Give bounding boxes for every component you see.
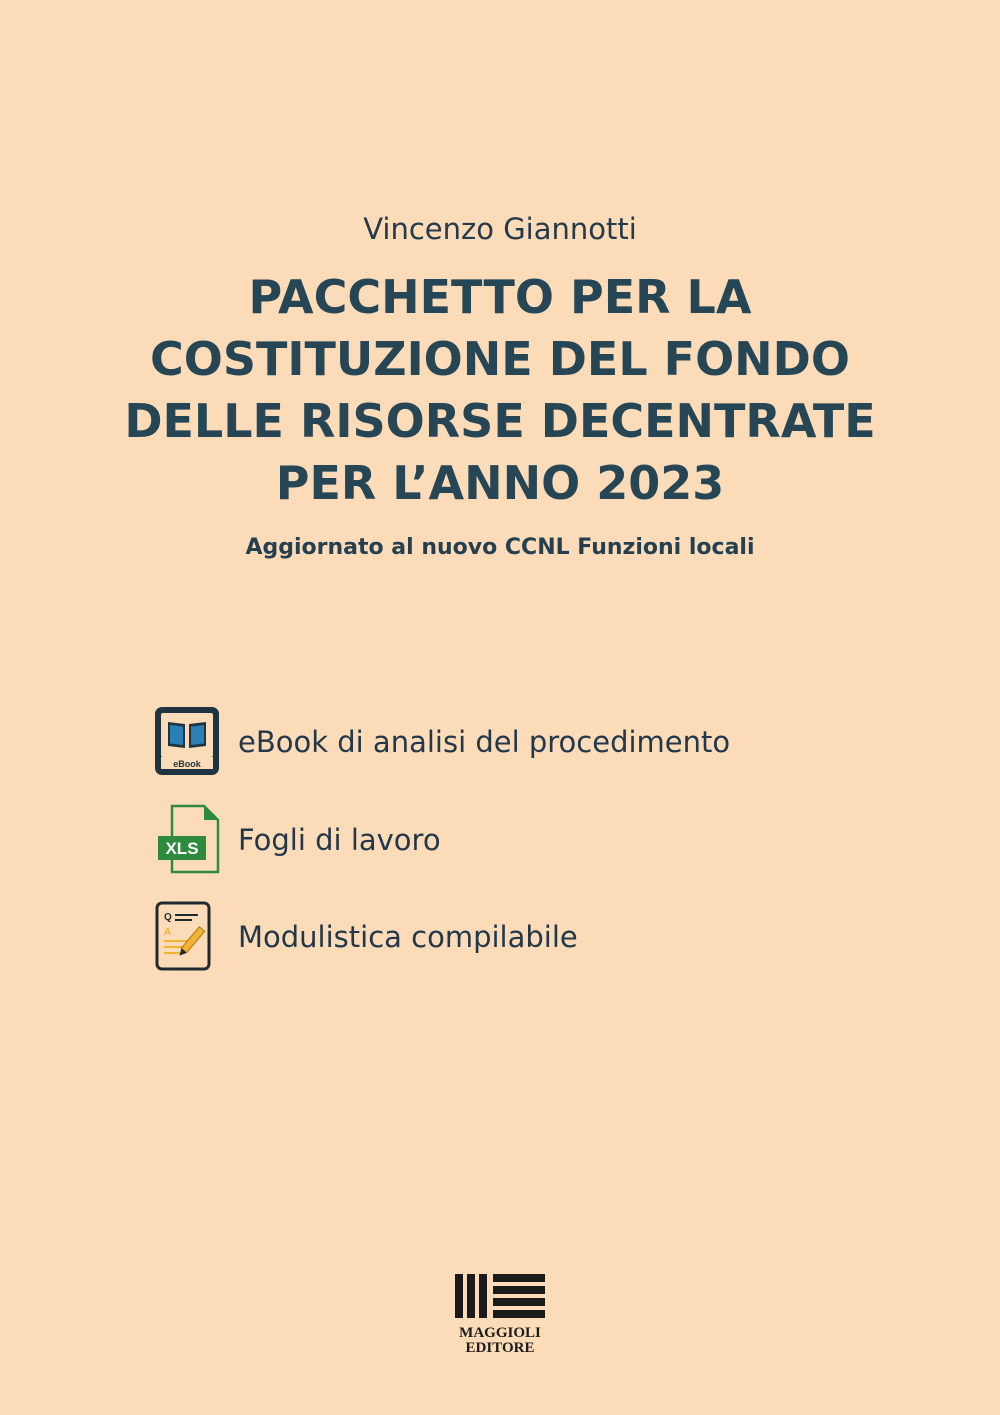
xls-file-icon — [152, 802, 222, 878]
publisher-subname: EDITORE — [465, 1340, 535, 1356]
feature-label: eBook di analisi del procedimento — [238, 725, 731, 759]
feature-label: Modulistica compilabile — [238, 920, 578, 954]
author-name: Vincenzo Giannotti — [363, 212, 637, 246]
feature-ebook — [152, 704, 730, 780]
feature-forms — [152, 899, 578, 975]
publisher-name: MAGGIOLI — [459, 1325, 541, 1341]
title-line: COSTITUZIONE DEL FONDO — [150, 332, 850, 386]
ebook-icon — [152, 704, 222, 780]
title-line: DELLE RISORSE DECENTRATE — [124, 394, 876, 448]
form-pencil-icon — [152, 899, 222, 975]
xls-icon-text: XLS — [165, 839, 199, 858]
title-line: PACCHETTO PER LA — [248, 270, 752, 324]
publisher-logo — [449, 1272, 551, 1358]
ebook-icon-text: eBook — [173, 759, 201, 769]
publisher-mark-icon — [449, 1272, 551, 1322]
book-title — [0, 266, 1000, 514]
title-line: PER L’ANNO 2023 — [275, 456, 725, 510]
form-icon-q: Q — [164, 912, 172, 923]
book-subtitle: Aggiornato al nuovo CCNL Funzioni locali — [245, 535, 755, 560]
form-icon-a: A — [164, 927, 172, 938]
feature-label: Fogli di lavoro — [238, 823, 441, 857]
feature-xls — [152, 802, 441, 878]
